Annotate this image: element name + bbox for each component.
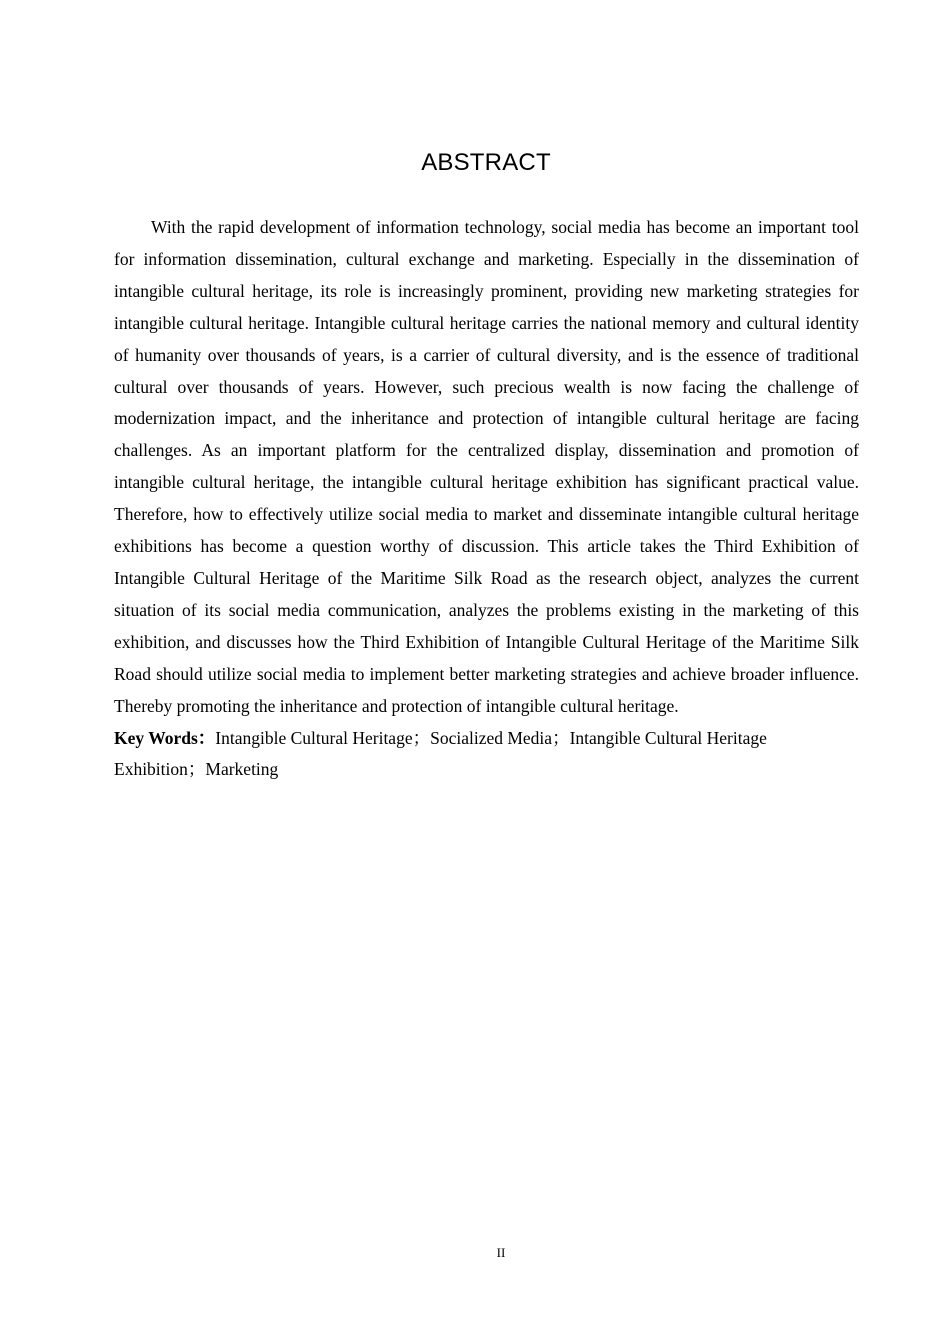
keyword-item: Marketing: [205, 759, 279, 780]
page-number: II: [496, 1245, 506, 1260]
keyword-separator: ；: [412, 727, 431, 748]
page-title: ABSTRACT: [421, 149, 551, 176]
keywords-line: [114, 723, 859, 787]
keyword-separator: ；: [187, 759, 206, 780]
abstract-body: [114, 212, 859, 786]
keyword-item: Intangible Cultural Heritage: [215, 727, 413, 748]
keywords-label: Key Words：: [114, 727, 216, 748]
keyword-separator: ；: [552, 727, 570, 748]
keyword-item: Socialized Media: [430, 727, 553, 748]
abstract-paragraph: With the rapid development of information technology, social media has become an important tool for information dissemination, cultural exchange and marketing. Especially in the dissemination of intangible cultural heritage, its role is increasingly prominent, providing new marketing strategies for intangible cultural heritage. Intangible cultural heritage carries the national memory and cultural identity of humanity over thousands of years, is a carrier of cultural diversity, and is the essence of traditional cultural over thousands of years. However, such precious wealth is now facing the challenge of modernization impact, and the inheritance and protection of intangible cultural heritage are facing challenges. As an important platform for the centralized display, dissemination and promotion of intangible cultural heritage, the intangible cultural heritage exhibition has significant practical value. Therefore, how to effectively utilize social media to market and disseminate intangible cultural heritage exhibitions has become a question worthy of discussion. This article takes the Third Exhibition of Intangible Cultural Heritage of the Maritime Silk Road as the research object, analyzes the current situation of its social media communication, analyzes the problems existing in the marketing of this exhibition, and discusses how the Third Exhibition of Intangible Cultural Heritage of the Maritime Silk Road should utilize social media to implement better marketing strategies and achieve broader influence. Thereby promoting the inheritance and protection of intangible cultural heritage.: [114, 217, 859, 716]
keyword-item: Intangible Cultural Heritage Exhibition: [114, 727, 767, 780]
